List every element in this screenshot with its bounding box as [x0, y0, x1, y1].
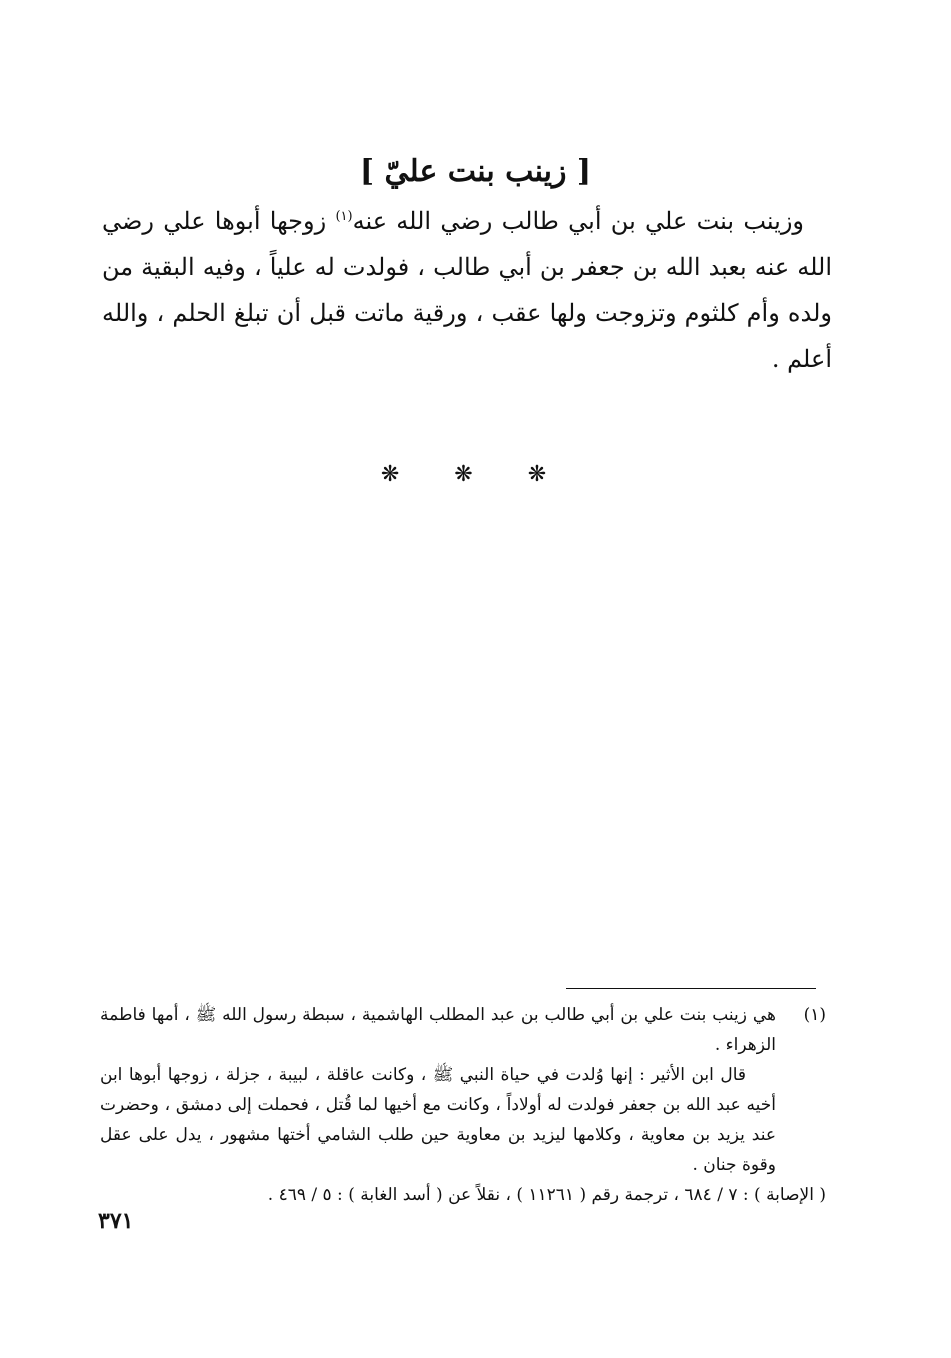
footnote-item [100, 1000, 826, 1180]
footnote-reference[interactable]: (١) [335, 209, 353, 224]
footnote-line: هي زينب بنت علي بن أبي طالب بن عبد المطلب الهاشمية ، سبطة رسول الله ﷺ ، أمها فاطمة الزهراء . [100, 1005, 776, 1055]
footnote-divider [566, 988, 816, 989]
chapter-title: [ زينب بنت عليّ ] [359, 154, 592, 189]
main-paragraph [102, 198, 832, 382]
footnote-body [100, 1000, 776, 1180]
footnote-line: قال ابن الأثير : إنها وُلدت في حياة النبي ﷺ ، وكانت عاقلة ، لبيبة ، جزلة ، زوجها أبوها ابن أخيه عبد الله بن جعفر فولدت له أولاداً ، وكانت مع أخيها لما قُتل ، فحملت إلى دمشق ، وحضرت عند يزيد بن معاوية ، وكلامها ليزيد بن معاوية حين طلب الشامي أختها مشهور ، يدل على عقل وقوة جنان . [100, 1065, 776, 1175]
footnote-source: ( الإصابة ) : ٧ / ٦٨٤ ، ترجمة رقم ( ١١٢٦١ ) ، نقلاً عن ( أسد الغابة ) : ٥ / ٤٦٩ . [267, 1185, 826, 1205]
paragraph-text [102, 198, 832, 382]
section-separator: ❋ ❋ ❋ [380, 462, 571, 487]
paragraph-text-start: وزينب بنت علي بن أبي طالب رضي الله عنه [352, 207, 804, 235]
page-number: ٣٧١ [98, 1208, 134, 1234]
footnote-marker: (١) [803, 1005, 826, 1025]
footnotes-section [100, 1000, 826, 1210]
paragraph-text-rest: زوجها أبوها علي رضي الله عنه بعبد الله بن جعفر بن أبي طالب ، فولدت له علياً ، وفيه البقية من ولده وأم كلثوم وتزوجت ولها عقب ، ورقية ماتت قبل أن تبلغ الحلم ، والله أعلم . [102, 207, 832, 373]
